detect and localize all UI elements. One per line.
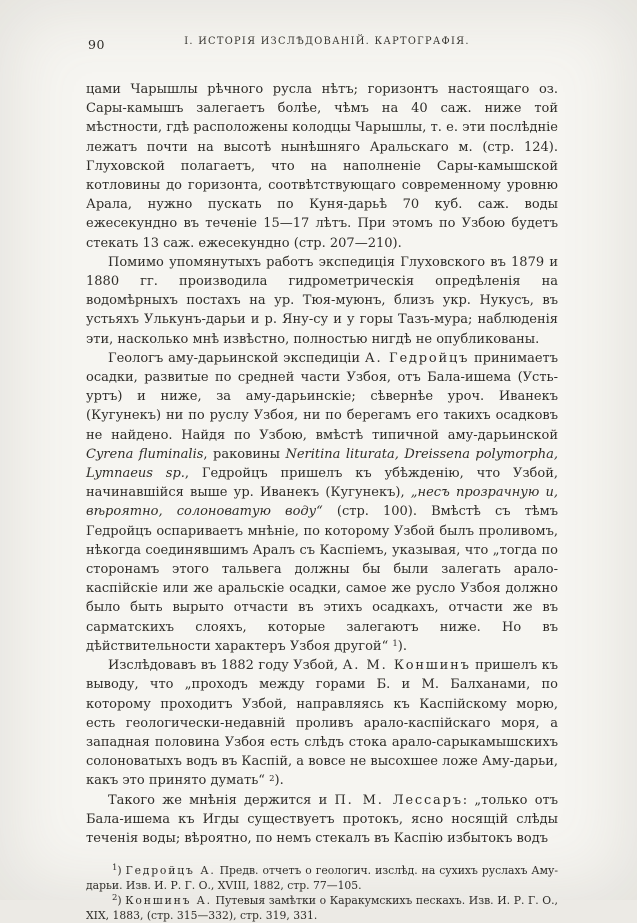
- page-number: 90: [88, 37, 105, 52]
- footnote-marker: 2: [112, 892, 118, 903]
- text-run: ).: [274, 773, 284, 789]
- text-run: ): [117, 893, 126, 907]
- text-run: принимаетъ осадки, развитые по средней части Узбоя, отъ Бала-ишема (Усть-уртъ) и ниже, за аму-дарьинскіе; сѣвернѣе уроч. Иванекъ (Кугунекъ) ни по руслу Узбоя, ни по берегамъ его такихъ осадковъ не найдено. Найдя по Узбою, вмѣстѣ типичной аму-дарьинской: [86, 350, 558, 443]
- paragraph: [86, 349, 558, 656]
- spaced-name: Коншинъ А.: [125, 893, 212, 907]
- text-run: : „только отъ Бала-ишема къ Игды существуетъ протокъ, ясно носящій слѣды теченія воды; вѣроятно, по немъ стекалъ въ Каспію избытокъ водъ: [86, 792, 559, 846]
- text-run: цами Чарышлы рѣчного русла нѣтъ; горизонтъ настоящаго оз. Сары-камышъ залегаетъ болѣе, чѣмъ на 40 саж. ниже той мѣстности, гдѣ расположены колодцы Чарышлы, т. е. эти послѣдніе лежатъ почти на высотѣ нынѣшняго Аральскаго м. (стр. 124). Глуховской полагаетъ, что на наполненіе Сары-камышской котловины до горизонта, соотвѣтствующаго современному уровню Арала, нужно пускать по Куня-дарьѣ 70 куб. саж. воды ежесекундно въ теченіе 15—17 лѣтъ. При этомъ по Узбою будетъ стекать 13 саж. ежесекундно (стр. 207—210).: [86, 82, 558, 251]
- text-run: Такого же мнѣнія держится и: [108, 792, 335, 808]
- footnote-marker: 1: [112, 863, 118, 874]
- footnote-marker: 2: [269, 773, 275, 784]
- italic-text: Neritina liturata, Dreissena polymorpha, Lymnaeus sp.: [86, 446, 559, 482]
- text-run: Изслѣдовавъ въ 1882 году Узбой,: [108, 658, 343, 674]
- spaced-name: А. Гедройцъ: [364, 350, 470, 366]
- paragraph: [86, 791, 558, 849]
- text-run: ): [117, 864, 126, 878]
- italic-text: „несъ прозрачную и, вѣроятно, солоноватую воду“: [86, 485, 558, 520]
- text-run: ).: [397, 638, 408, 654]
- text-run: , раковины: [203, 446, 286, 462]
- paragraph: [86, 253, 558, 349]
- text-run: Геологъ аму-дарьинской экспедиціи: [108, 350, 365, 366]
- italic-text: Cyrena fluminalis: [86, 446, 204, 462]
- text-run: Помимо упомянутыхъ работъ экспедиція Глуховского въ 1879 и 1880 гг. производила гидрометрическія опредѣленія на водомѣрныхъ постахъ на ур. Тюя-муюнъ, близъ укр. Нукусъ, въ устьяхъ Улькунъ-дарьи и р. Яну-су и у горы Тазъ-мура; наблюденія эти, насколько мнѣ извѣстно, полностью нигдѣ не опубликованы.: [86, 254, 558, 347]
- text-run: Предв. отчетъ о геологич. изслѣд. на сухихъ руслахъ Аму-дарьи. Изв. И. Р. Г. О., XVIII, 1882, стр. 77—105.: [86, 864, 558, 892]
- body-text: [86, 80, 558, 848]
- text-run: пришелъ къ выводу, что „проходъ между горами Б. и М. Балханами, по которому проходитъ Узбой, направляясь къ Каспійскому морю, есть геологически-недавній проливъ арало-каспійскаго моря, а западная половина Узбоя есть слѣдъ стока арало-сарыкамышскихъ солоноватыхъ водъ въ Каспій, а вовсе не высохшее ложе Аму-дарьи, какъ это принято думать“: [86, 658, 559, 789]
- footnote-item: [86, 894, 558, 923]
- running-title: I. ИСТОРІЯ ИЗСЛѢДОВАНІЙ. КАРТОГРАФІЯ.: [184, 36, 470, 47]
- text-run: , Гедройцъ пришелъ къ убѣжденію, что Узбой, начинавшійся выше ур. Иванекъ (Кугунекъ),: [86, 466, 558, 501]
- footnote-marker: 1: [392, 639, 398, 650]
- spaced-name: Гедройцъ А.: [125, 864, 216, 878]
- spaced-name: П. М. Лессаръ: [334, 792, 463, 808]
- text-run: (стр. 100). Вмѣстѣ съ тѣмъ Гедройцъ оспариваетъ мнѣніе, по которому Узбой былъ проливомъ, нѣкогда соединявшимъ Аралъ съ Каспіемъ, указывая, что „тогда по сторонамъ этого тальвега должны бы были залегать арало-каспійскіе или же аральскіе осадки, самое же русло Узбоя должно было быть вырыто отчасти въ этихъ осадкахъ, отчасти же въ сарматскихъ слояхъ, которые залегаютъ ниже. Но въ дѣйствительности характеръ Узбоя другой“: [86, 504, 558, 654]
- text-run: Путевыя замѣтки о Каракумскихъ пескахъ. Изв. И. Р. Г. О., XIX, 1883, (стр. 315—332), стр. 319, 331.: [86, 893, 558, 922]
- paragraph: [86, 656, 558, 790]
- footnote-item: [86, 864, 558, 894]
- footnotes: [86, 864, 558, 923]
- spaced-name: А. М. Коншинъ: [342, 658, 471, 674]
- page-header: [86, 36, 558, 52]
- content-block: [86, 36, 558, 923]
- paragraph: [86, 80, 558, 253]
